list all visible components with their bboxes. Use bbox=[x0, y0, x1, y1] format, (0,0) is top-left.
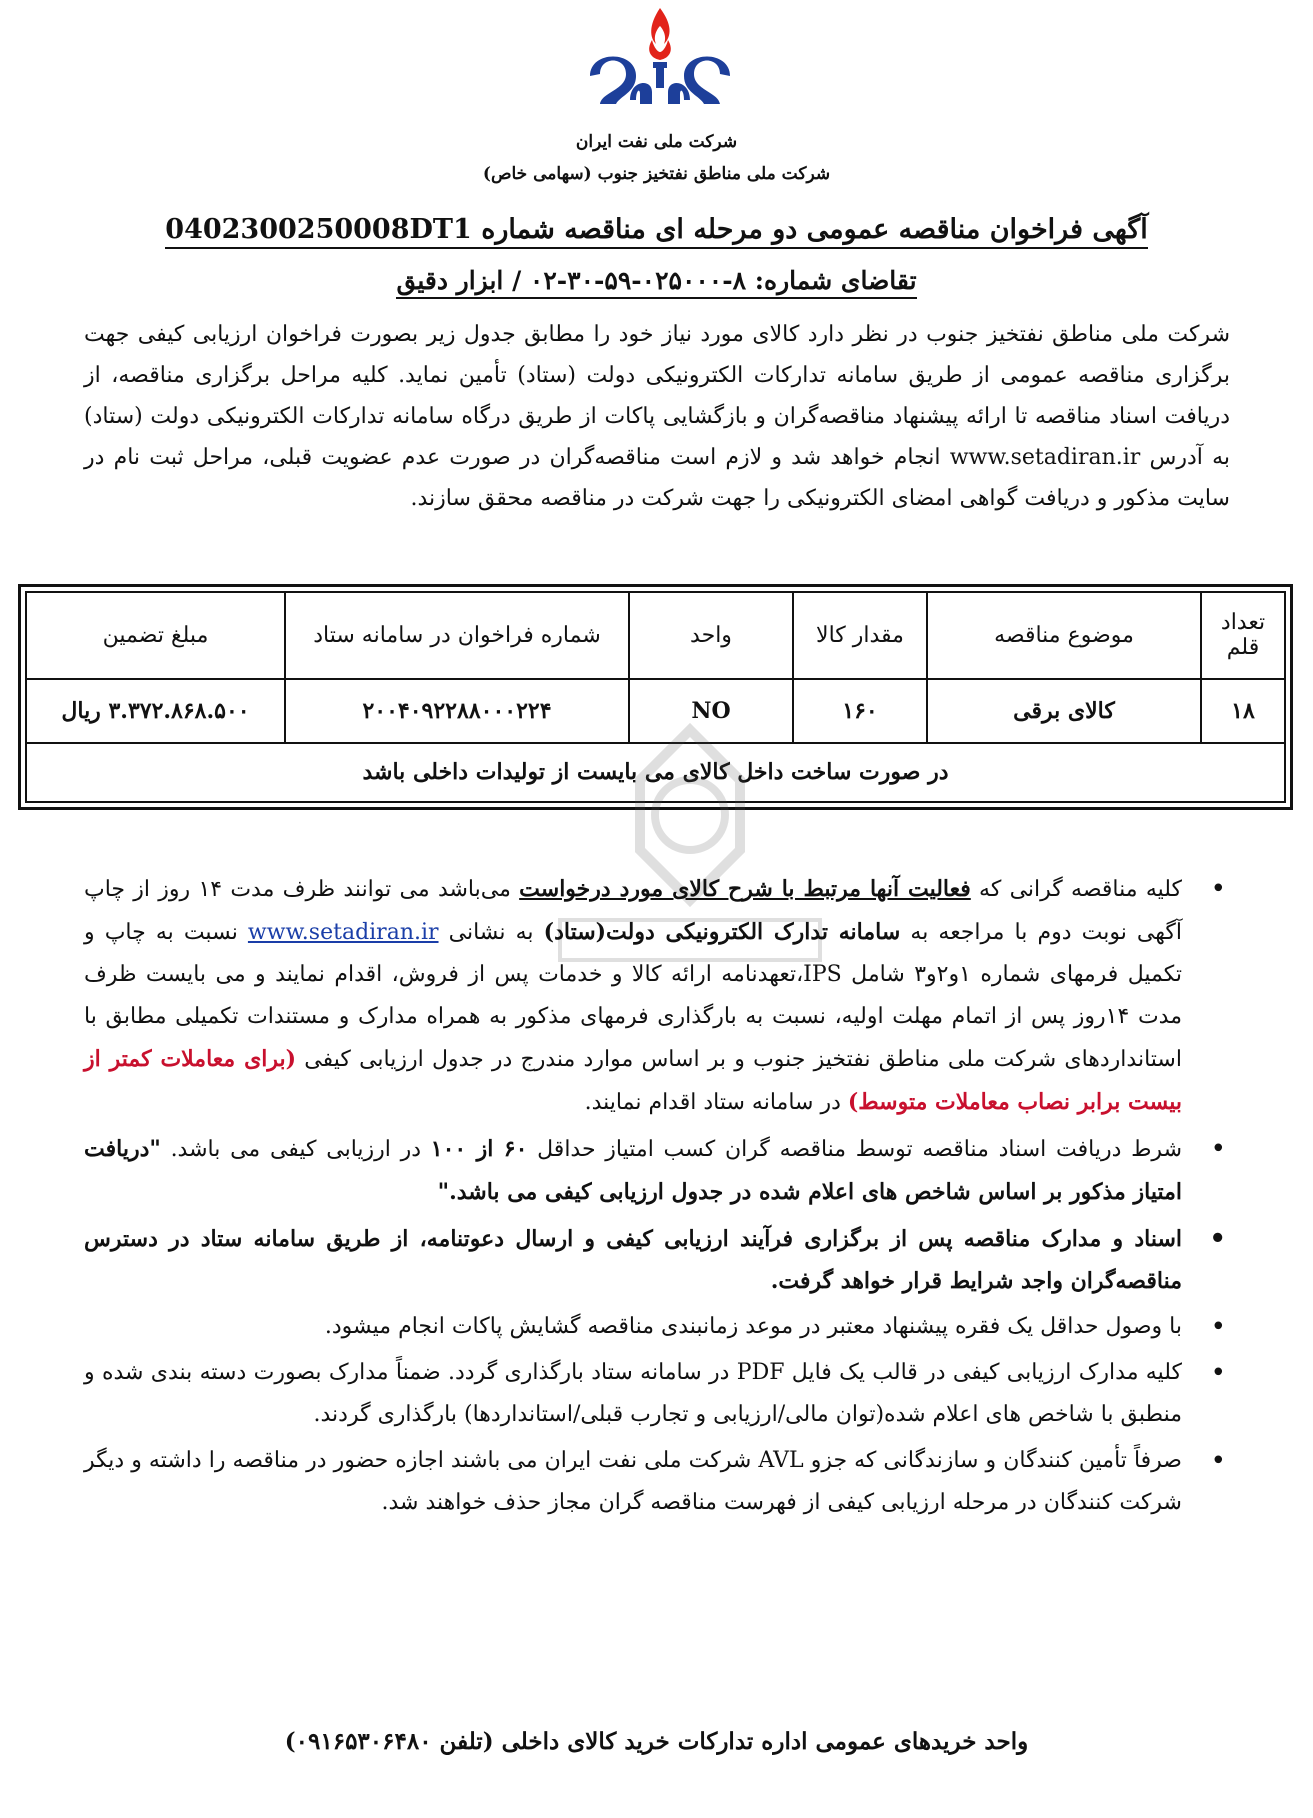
cell-quantity: ۱۶۰ bbox=[793, 679, 927, 743]
header-count: تعداد قلم bbox=[1201, 592, 1285, 679]
nioc-logo-icon bbox=[590, 4, 730, 112]
table-row bbox=[26, 679, 1285, 743]
setad-url-text: www.setadiran.ir bbox=[949, 445, 1141, 470]
cell-setad-number: ۲۰۰۴۰۹۲۲۸۸۰۰۰۲۲۴ bbox=[285, 679, 629, 743]
org-name: شرکت ملی نفت ایران bbox=[575, 132, 738, 152]
table-note-row bbox=[26, 743, 1285, 802]
request-number: تقاضای شماره: ۸-۰۲۵۰۰۰-۵۹-۳۰-۰۲ / ابزار دقیق bbox=[0, 266, 1313, 295]
header-unit: واحد bbox=[629, 592, 793, 679]
list-item: • کلیه مناقصه گرانی که فعالیت آنها مرتبط با شرح کالای مورد درخواست می‌باشد می توانند ظرف مدت ۱۴ روز از چاپ آگهی نوبت دوم با مراجعه به سامانه تدارک الکترونیکی دولت(ستاد) به نشانی www.setadiran.ir نسبت به چاپ و تکمیل فرمهای شماره ۱و۲و۳ شامل IPS،تعهدنامه ارائه کالا و خدمات پس از فروش، اقدام نمایند و می بایست ظرف مدت ۱۴روز پس از اتمام مهلت اولیه، نسبت به بارگذاری فرمهای مذکور به همراه مدارک و مستندات تکمیلی مطابق با استانداردهای شرکت ملی مناطق نفتخیز جنوب و بر اساس موارد مندرج در جدول ارزیابی کیفی (برای معاملات کمتر از بیست برابر نصاب معاملات متوسط) در سامانه ستاد اقدام نمایند. bbox=[84, 868, 1182, 1124]
table-header-row bbox=[26, 592, 1285, 679]
intro-paragraph: شرکت ملی مناطق نفتخیز جنوب در نظر دارد کالای مورد نیاز خود را مطابق جدول زیر بصورت فراخوان ارزیابی کیفی جهت برگزاری مناقصه عمومی از طریق سامانه تدارکات الکترونیکی دولت (ستاد) تأمین نماید. کلیه مراحل برگزاری مناقصه، از دریافت اسناد مناقصه تا ارائه پیشنهاد مناقصه‌گران و بازگشایی پاکات از طریق درگاه سامانه تدارکات الکترونیکی دولت (ستاد) به آدرس www.setadiran.ir انجام خواهد شد و لازم است مناقصه‌گران در صورت عدم عضویت قبلی، مراحل ثبت نام در سایت مذکور و دریافت گواهی امضای الکترونیکی را جهت شرکت در مناقصه محقق سازند. bbox=[84, 322, 1230, 511]
list-item: • شرط دریافت اسناد مناقصه توسط مناقصه گران کسب امتیاز حداقل ۶۰ از ۱۰۰ در ارزیابی کیفی می باشد. "دریافت امتیاز مذکور بر اساس شاخص های اعلام شده در جدول ارزیابی کیفی می باشد." bbox=[84, 1128, 1182, 1214]
list-item: • صرفاً تأمین کنندگان و سازندگانی که جزو AVL شرکت ملی نفت ایران می باشند اجازه حضور در مناقصه را داشته و دیگر شرکت کنندگان در مرحله ارزیابی کیفی از فهرست مناقصه گران مجاز حذف خواهند شد. bbox=[84, 1440, 1182, 1524]
cell-guarantee: ۳.۳۷۲.۸۶۸.۵۰۰ ریال bbox=[26, 679, 285, 743]
list-item: • کلیه مدارک ارزیابی کیفی در قالب یک فایل PDF در سامانه ستاد بارگذاری گردد. ضمناً مدارک بصورت دسته بندی شده و منطبق با شاخص های اعلام شده(توان مالی/ارزیابی و تجارب قبلی/استانداردها) بارگذاری گردند. bbox=[84, 1352, 1182, 1436]
header-guarantee: مبلغ تضمین bbox=[26, 592, 285, 679]
header-quantity: مقدار کالا bbox=[793, 592, 927, 679]
list-item: • اسناد و مدارک مناقصه پس از برگزاری فرآیند ارزیابی کیفی و ارسال دعوتنامه، از طریق سامانه ستاد در دسترس مناقصه‌گران واجد شرایط قرار خواهد گرفت. bbox=[84, 1218, 1182, 1302]
org-subname: شرکت ملی مناطق نفتخیز جنوب (سهامی خاص) bbox=[482, 164, 831, 184]
cell-count: ۱۸ bbox=[1201, 679, 1285, 743]
conditions-list bbox=[84, 868, 1230, 1528]
cell-subject: کالای برقی bbox=[927, 679, 1201, 743]
footer-contact: واحد خریدهای عمومی اداره تدارکات خرید کالای داخلی (تلفن ۰۹۱۶۵۳۰۶۴۸۰) bbox=[284, 1728, 1029, 1755]
setad-link[interactable]: www.setadiran.ir bbox=[247, 920, 439, 945]
notice-title: آگهی فراخوان مناقصه عمومی دو مرحله ای مناقصه شماره 0402300250008DT1 bbox=[0, 214, 1313, 245]
header-subject: موضوع مناقصه bbox=[927, 592, 1201, 679]
cell-unit: NO bbox=[629, 679, 793, 743]
list-item: • با وصول حداقل یک فقره پیشنهاد معتبر در موعد زمانبندی مناقصه گشایش پاکات انجام میشود. bbox=[84, 1306, 1182, 1348]
tender-table bbox=[18, 584, 1293, 810]
header-setad-number: شماره فراخوان در سامانه ستاد bbox=[285, 592, 629, 679]
table-note: در صورت ساخت داخل کالای می بایست از تولیدات داخلی باشد bbox=[26, 743, 1285, 802]
